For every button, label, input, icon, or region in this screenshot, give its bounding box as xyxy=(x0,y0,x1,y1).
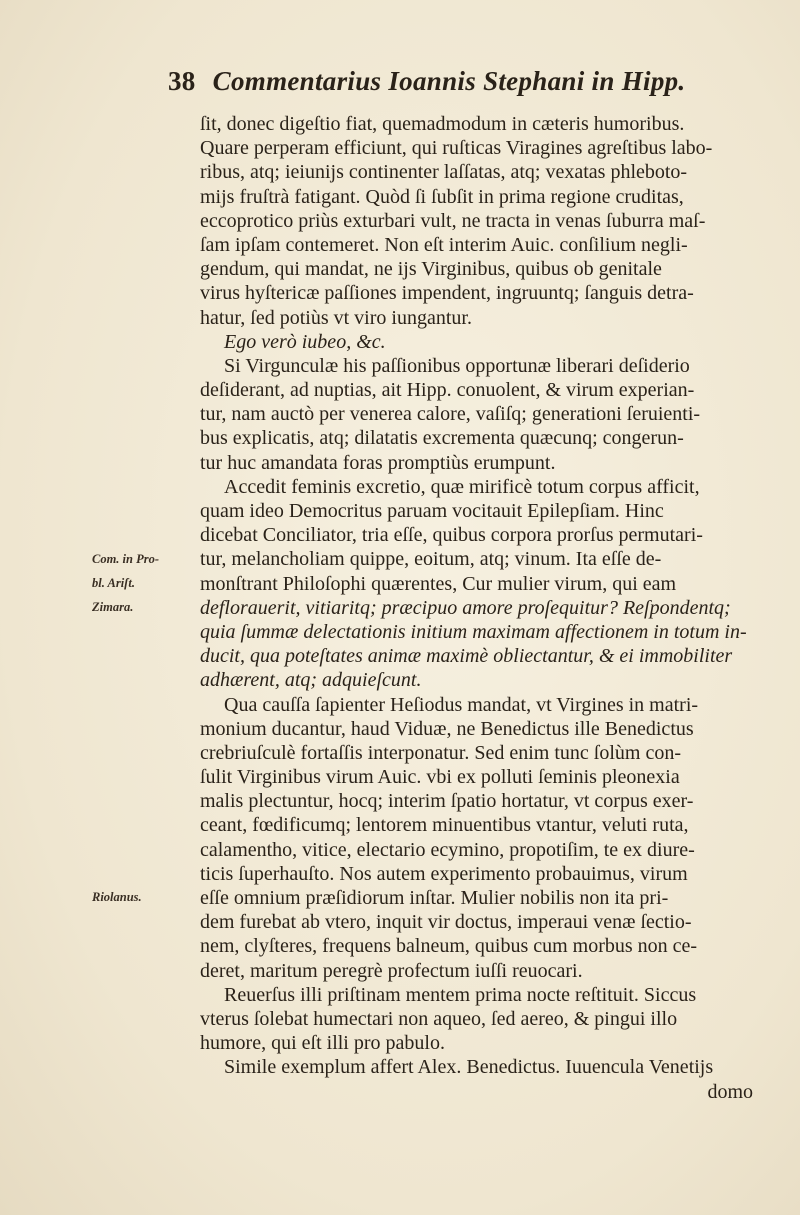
text-line: ribus, atq; ieiunijs continenter laſſatas, atq; vexatas phleboto- xyxy=(200,161,688,184)
text-line: eccoprotico priùs exturbari vult, ne tracta in venas ſuburra maſ- xyxy=(200,209,706,232)
text-line: humore, qui eſt illi pro pabulo. xyxy=(200,1032,445,1055)
text-line: monſtrant Philoſophi quærentes, Cur mulier virum, qui eam xyxy=(200,572,677,595)
margin-note: bl. Ariſt. xyxy=(92,575,135,590)
body-text xyxy=(200,112,765,1104)
text-line: dem furebat ab vtero, inquit vir doctus, imperaui venæ ſectio- xyxy=(200,911,692,934)
text-line: domo xyxy=(707,1080,753,1103)
margin-note: Zimara. xyxy=(92,600,134,614)
text-line: Quare perperam efficiunt, qui ruſticas Viragines agreſtibus labo- xyxy=(200,137,713,160)
text-line: ticis ſuperhauſto. Nos autem experimento probauimus, virum xyxy=(200,862,688,885)
text-line: bus explicatis, atq; dilatatis excrementa quæcunq; congerun- xyxy=(200,427,684,450)
text-line: ducit, qua poteſtates animæ maximè obliectantur, & ei immobiliter xyxy=(200,645,733,668)
text-line: monium ducantur, haud Viduæ, ne Benedictus ille Benedictus xyxy=(200,717,694,740)
text-line: eſſe omnium præſidiorum inſtar. Mulier nobilis non ita pri- xyxy=(200,887,669,909)
text-line: tur, nam auctò per venerea calore, vaſiſq; generationi ſeruienti- xyxy=(200,403,701,426)
text-line: malis plectuntur, hocq; interim ſpatio hortatur, vt corpus exer- xyxy=(200,790,694,813)
text-line: gendum, qui mandat, ne ijs Virginibus, quibus ob genitale xyxy=(200,258,662,281)
text-line: crebriuſculè fortaſſis interponatur. Sed enim tunc ſolùm con- xyxy=(200,741,681,764)
text-line: ſam ipſam contemeret. Non eſt interim Auic. conſilium negli- xyxy=(200,233,688,256)
text-line: Qua cauſſa ſapienter Heſiodus mandat, vt Virgines in matri- xyxy=(224,693,699,716)
text-line: ſit, donec digeſtio fiat, quemadmodum in cæteris humoribus. xyxy=(200,113,685,135)
text-line: deſiderant, ad nuptias, ait Hipp. conuolent, & virum experian- xyxy=(200,379,695,402)
text-line: tur huc amandata foras promptiùs erumpunt. xyxy=(200,451,556,474)
text-line: nem, clyſteres, frequens balneum, quibus cum morbus non ce- xyxy=(200,935,698,958)
text-line: deflorauerit, vitiaritq; præcipuo amore proſequitur? Reſpondentq; xyxy=(200,596,731,619)
text-line: virus hyſtericæ paſſiones impendent, ingruuntq; ſanguis detra- xyxy=(200,282,694,305)
text-line: ſulit Virginibus virum Auic. vbi ex polluti ſeminis pleonexia xyxy=(200,766,680,789)
text-line: mijs fruſtrà fatigant. Quòd ſi ſubſit in prima regione cruditas, xyxy=(200,185,684,208)
text-line: quia ſummæ delectationis initium maximam affectionem in totum in- xyxy=(200,620,747,643)
text-line: Si Virgunculæ his paſſionibus opportunæ liberari deſiderio xyxy=(224,354,690,377)
margin-note: Riolanus. xyxy=(92,890,142,905)
text-line: ceant, fœdificumq; lentorem minuentibus vtantur, veluti ruta, xyxy=(200,814,689,837)
text-line: adhærent, atq; adquieſcunt. xyxy=(200,669,422,692)
text-line: calamentho, vitice, electario ecymino, propotiſim, te ex diure- xyxy=(200,838,695,861)
text-line: quam ideo Democritus paruam vocitauit Epilepſiam. Hinc xyxy=(200,500,664,522)
text-line: Reuerſus illi priſtinam mentem prima nocte reſtituit. Siccus xyxy=(224,983,697,1006)
margin-note: Com. in Pro- xyxy=(92,551,160,566)
page-number: 38 xyxy=(168,66,196,96)
text-line: tur, melancholiam quippe, eoitum, atq; vinum. Ita eſſe de- xyxy=(200,548,662,571)
text-line: dicebat Conciliator, tria eſſe, quibus corpora prorſus permutari- xyxy=(200,524,703,547)
text-line: Accedit feminis excretio, quæ mirificè totum corpus afficit, xyxy=(224,475,700,498)
running-title: Commentarius Ioannis Stephani in Hipp. xyxy=(212,66,686,96)
text-line: Ego verò iubeo, &c. xyxy=(224,330,386,353)
text-line: vterus ſolebat humectari non aqueo, ſed aereo, & pingui illo xyxy=(200,1007,678,1030)
text-line: deret, maritum peregrè profectum iuſſi reuocari. xyxy=(200,959,583,982)
text-line: Simile exemplum affert Alex. Benedictus. Iuuencula Venetijs xyxy=(224,1056,714,1079)
page-header xyxy=(168,66,768,97)
text-line: hatur, ſed potiùs vt viro iungantur. xyxy=(200,306,472,329)
